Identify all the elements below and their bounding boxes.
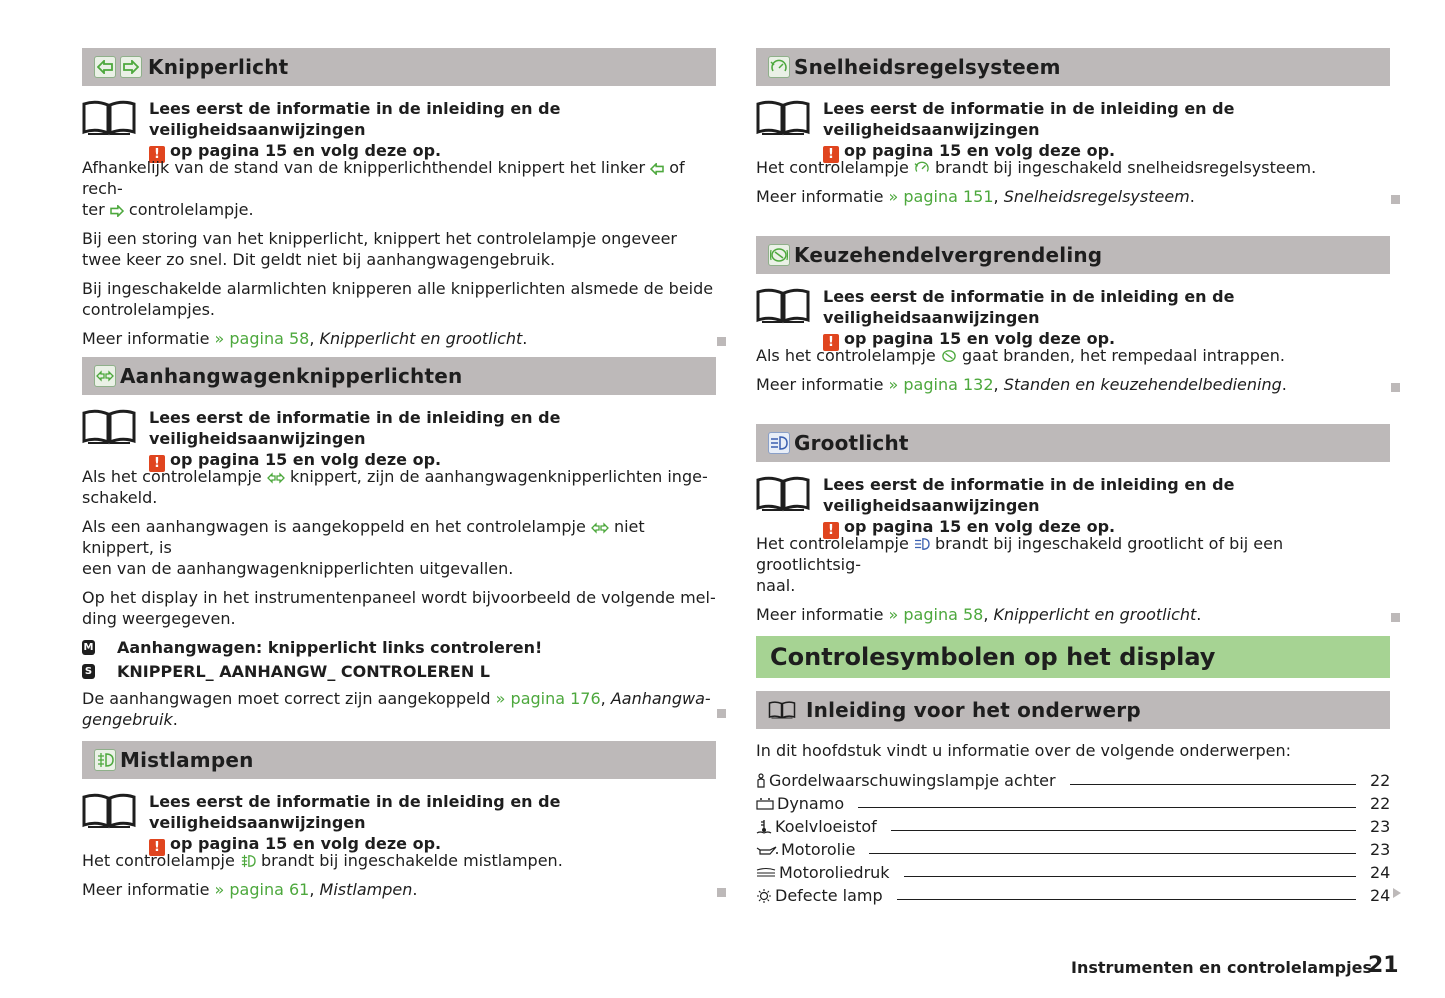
toc-row[interactable]: [756, 813, 1390, 836]
warning-icon: !: [149, 839, 165, 856]
safety-line1: Lees eerst de informatie in de inleiding en de veiligheidsaanwijzingen: [149, 792, 561, 832]
page-link[interactable]: » pagina 58: [888, 605, 984, 624]
trailer-indicator-icon: [267, 472, 285, 484]
safety-line2: op pagina 15 en volg deze op.: [844, 517, 1116, 536]
section-header: [756, 691, 1390, 729]
toc-row[interactable]: [756, 836, 1390, 859]
page-link[interactable]: » pagina 176: [495, 689, 601, 708]
seatbelt-icon: [756, 773, 766, 788]
section-end-marker: [1391, 195, 1400, 204]
warning-icon: !: [149, 455, 165, 472]
toc-row[interactable]: [756, 859, 1390, 882]
page-link[interactable]: » pagina 132: [888, 375, 994, 394]
safety-notice: [82, 791, 716, 855]
safety-notice: [82, 98, 716, 162]
topic-list: [756, 767, 1390, 905]
book-icon: [82, 100, 136, 136]
safety-notice: [756, 286, 1390, 350]
section-header: [756, 236, 1390, 274]
section-title: Inleiding voor het onderwerp: [806, 698, 1141, 722]
safety-notice: [82, 407, 716, 471]
paragraph: Bij ingeschakelde alarmlichten knipperen alle knipperlichten alsmede de beide controlelampjes.: [82, 279, 714, 319]
section-title: Grootlicht: [794, 431, 909, 455]
paragraph: De aanhangwagen moet correct zijn aangekoppeld » pagina 176, Aanhangwa- gengebruik.: [82, 688, 716, 730]
safety-notice: [756, 98, 1390, 162]
paragraph: Het controlelampje brandt bij ingeschakeld snelheidsregelsysteem.: [756, 158, 1317, 177]
book-icon: [768, 701, 796, 719]
chapter-title: Controlesymbolen op het display: [770, 643, 1216, 671]
section-end-marker: [1391, 383, 1400, 392]
section-knipperlicht: [82, 48, 716, 349]
section-end-marker: [717, 337, 726, 346]
toc-label: Motoroliedruk: [779, 863, 890, 882]
continue-arrow-icon: [1393, 888, 1401, 898]
safety-line1: Lees eerst de informatie in de inleiding en de veiligheidsaanwijzingen: [149, 408, 561, 448]
warning-icon: !: [823, 334, 839, 351]
toc-row[interactable]: [756, 767, 1390, 790]
selector-lever-lock-icon: [768, 244, 790, 266]
warning-icon: !: [149, 146, 165, 163]
more-info: Meer informatie » pagina 151, Snelheidsregelsysteem.: [756, 186, 1390, 207]
standard-badge: S: [82, 664, 95, 679]
paragraph: Bij een storing van het knipperlicht, knippert het controlelampje ongeveer twee keer zo snel. Dit geldt niet bij aanhangwagengebruik.: [82, 229, 677, 269]
coolant-icon: [756, 819, 772, 834]
oil-can-icon: [756, 844, 778, 856]
safety-line2: op pagina 15 en volg deze op.: [844, 329, 1116, 348]
paragraph: Afhankelijk van de stand van de knipperlichthendel knippert het linker of rech- ter controlelampje.: [82, 158, 685, 219]
section-title: Knipperlicht: [148, 55, 289, 79]
safety-line2: op pagina 15 en volg deze op.: [170, 834, 442, 853]
toc-page: 24: [1370, 863, 1391, 882]
section-aanhangwagen: [82, 357, 716, 730]
safety-line2: op pagina 15 en volg deze op.: [844, 141, 1116, 160]
chapter-header: [756, 636, 1390, 678]
section-title: Aanhangwagenknipperlichten: [120, 364, 463, 388]
book-icon: [756, 100, 810, 136]
toc-row[interactable]: [756, 790, 1390, 813]
paragraph: Als een aanhangwagen is aangekoppeld en het controlelampje niet knippert, is een van de aanhangwagenknipperlichten uitgevallen.: [82, 517, 645, 578]
fog-light-icon: [94, 749, 116, 771]
more-info: Meer informatie » pagina 58, Knipperlicht en grootlicht.: [756, 604, 1390, 625]
warning-icon: !: [823, 146, 839, 163]
paragraph: Als het controlelampje gaat branden, het rempedaal intrappen.: [756, 346, 1285, 365]
trailer-indicator-icon: [94, 365, 116, 387]
toc-leader: [897, 899, 1356, 900]
cruise-control-icon: [914, 161, 930, 175]
safety-line2: op pagina 15 en volg deze op.: [170, 450, 442, 469]
toc-leader: [891, 830, 1356, 831]
mfd-badge: M: [83, 641, 94, 653]
turn-right-icon: [110, 205, 124, 217]
section-end-marker: [717, 888, 726, 897]
section-end-marker: [1391, 613, 1400, 622]
more-info: Meer informatie » pagina 61, Mistlampen.: [82, 879, 716, 900]
book-icon: [82, 793, 136, 829]
section-mistlampen: [82, 741, 716, 900]
toc-page: 22: [1370, 771, 1391, 790]
toc-label: Defecte lamp: [775, 886, 883, 905]
paragraph: Als het controlelampje knippert, zijn de aanhangwagenknipperlichten inge- schakeld.: [82, 467, 708, 507]
book-icon: [756, 476, 810, 512]
paragraph: Het controlelampje brandt bij ingeschakelde mistlampen.: [82, 851, 563, 870]
bulb-icon: [756, 888, 772, 904]
toc-label: Gordelwaarschuwingslampje achter: [769, 771, 1056, 790]
oil-pressure-icon: [756, 867, 776, 879]
toc-leader: [1070, 784, 1356, 785]
section-header: [82, 741, 716, 779]
toc-leader: [869, 853, 1356, 854]
safety-line1: Lees eerst de informatie in de inleiding en de veiligheidsaanwijzingen: [823, 99, 1235, 139]
section-snelheidsregelsysteem: [756, 48, 1390, 207]
battery-icon: [756, 798, 774, 810]
page-number: 21: [1368, 953, 1399, 978]
section-title: Snelheidsregelsysteem: [794, 55, 1061, 79]
book-icon: [82, 409, 136, 445]
toc-label: Motorolie: [781, 840, 856, 859]
toc-page: 23: [1370, 817, 1391, 836]
toc-label: Dynamo: [777, 794, 845, 813]
toc-row[interactable]: [756, 882, 1390, 905]
section-grootlicht: [756, 424, 1390, 625]
toc-page: 23: [1370, 840, 1391, 859]
section-header: [756, 48, 1390, 86]
section-header: [82, 357, 716, 395]
toc-page: 22: [1370, 794, 1391, 813]
section-header: [82, 48, 716, 86]
toc-leader: [858, 807, 1356, 808]
page-link[interactable]: » pagina 151: [888, 187, 994, 206]
warning-icon: !: [823, 522, 839, 539]
paragraph: Het controlelampje brandt bij ingeschakeld grootlicht of bij een grootlichtsig- naal.: [756, 534, 1284, 595]
selector-lever-lock-icon: [941, 349, 957, 363]
safety-line1: Lees eerst de informatie in de inleiding en de veiligheidsaanwijzingen: [823, 475, 1235, 515]
section-keuzehendelvergrendeling: [756, 236, 1390, 395]
section-title: Keuzehendelvergrendeling: [794, 243, 1103, 267]
toc-leader: [904, 876, 1356, 877]
paragraph: In dit hoofdstuk vindt u informatie over de volgende onderwerpen:: [756, 741, 1291, 760]
trailer-indicator-icon: [591, 522, 609, 534]
safety-line1: Lees eerst de informatie in de inleiding en de veiligheidsaanwijzingen: [149, 99, 561, 139]
paragraph: Op het display in het instrumentenpaneel wordt bijvoorbeeld de volgende mel-ding weergegeven.: [82, 588, 716, 628]
turn-left-icon: [650, 163, 664, 175]
safety-line2: op pagina 15 en volg deze op.: [170, 141, 442, 160]
safety-notice: [756, 474, 1390, 538]
section-inleiding: [756, 691, 1390, 905]
section-end-marker: [717, 709, 726, 718]
toc-page: 24: [1370, 886, 1391, 905]
toc-label: Koelvloeistof: [775, 817, 877, 836]
turn-left-icon: [94, 56, 116, 78]
page-link[interactable]: » pagina 58: [214, 329, 310, 348]
book-icon: [756, 288, 810, 324]
high-beam-icon: [768, 432, 790, 454]
section-title: Mistlampen: [120, 748, 254, 772]
section-header: [756, 424, 1390, 462]
page-link[interactable]: » pagina 61: [214, 880, 310, 899]
turn-right-icon: [120, 56, 142, 78]
cruise-control-icon: [768, 56, 790, 78]
high-beam-icon: [914, 537, 930, 551]
display-message: M Aanhangwagen: knipperlicht links controleren!: [83, 637, 543, 657]
footer-title: Instrumenten en controlelampjes: [1071, 958, 1372, 977]
more-info: Meer informatie » pagina 58, Knipperlicht en grootlicht.: [82, 328, 716, 349]
more-info: Meer informatie » pagina 132, Standen en keuzehendelbediening.: [756, 374, 1390, 395]
display-message: S KNIPPERL_ AANHANGW_ CONTROLEREN L: [82, 662, 716, 680]
fog-light-icon: [240, 854, 256, 868]
safety-line1: Lees eerst de informatie in de inleiding en de veiligheidsaanwijzingen: [823, 287, 1235, 327]
